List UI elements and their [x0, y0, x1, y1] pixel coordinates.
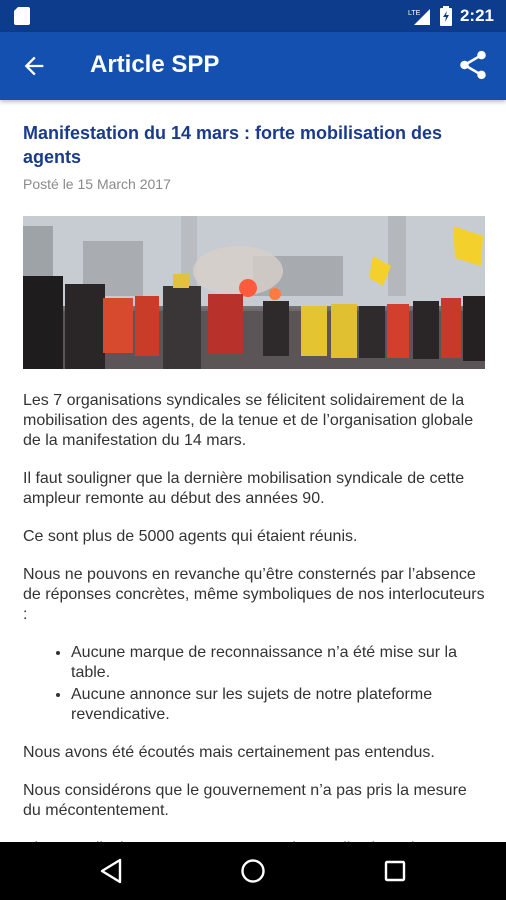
- article-title: Manifestation du 14 mars : forte mobilisation des agents: [23, 123, 443, 167]
- app-bar: [0, 32, 506, 100]
- list-item: • Aucune marque de reconnaissance n’a été mise sur la table.: [71, 643, 487, 683]
- paragraph: Ce sont plus de 5000 agents qui étaient réunis.: [23, 528, 358, 545]
- share-icon[interactable]: [456, 48, 490, 82]
- app-bar-title: Article SPP: [90, 51, 220, 78]
- article-image: [23, 216, 485, 369]
- home-circle-icon[interactable]: [239, 857, 267, 885]
- posted-date: Posté le 15 March 2017: [23, 176, 171, 192]
- status-icons: [408, 0, 494, 32]
- bullet-list: [23, 643, 487, 725]
- navigation-bar: [0, 842, 506, 900]
- back-triangle-icon[interactable]: [98, 857, 126, 885]
- network-signal-icon: [408, 7, 432, 25]
- article-body: [23, 391, 487, 859]
- back-arrow-icon[interactable]: [20, 52, 48, 80]
- sd-card-icon: [14, 7, 30, 25]
- paragraph: Les 7 organisations syndicales se félicitent solidairement de la mobilisation des agents, de la tenue et de l’organisation globale de la manifestation du 14 mars.: [23, 392, 474, 449]
- paragraph: Nous avons été écoutés mais certainement pas entendus.: [23, 744, 435, 761]
- demonstration-photo: [23, 216, 485, 369]
- svg-text:LTE: LTE: [407, 10, 421, 17]
- paragraph: Il faut souligner que la dernière mobilisation syndicale de cette ampleur remonte au début des années 90.: [23, 470, 465, 507]
- paragraph: Nous ne pouvons en revanche qu’être consternés par l’absence de réponses concrètes, même symboliques de nos interlocuteurs :: [23, 566, 485, 623]
- paragraph: Nous considérons que le gouvernement n’a pas pris la mesure du mécontentement.: [23, 782, 467, 819]
- status-bar: [0, 0, 506, 32]
- recents-square-icon[interactable]: [381, 857, 409, 885]
- list-item: • Aucune annonce sur les sujets de notre plateforme revendicative.: [71, 685, 487, 725]
- article-content[interactable]: [23, 100, 487, 842]
- status-time: 2:21: [459, 6, 494, 25]
- battery-icon: [440, 6, 452, 26]
